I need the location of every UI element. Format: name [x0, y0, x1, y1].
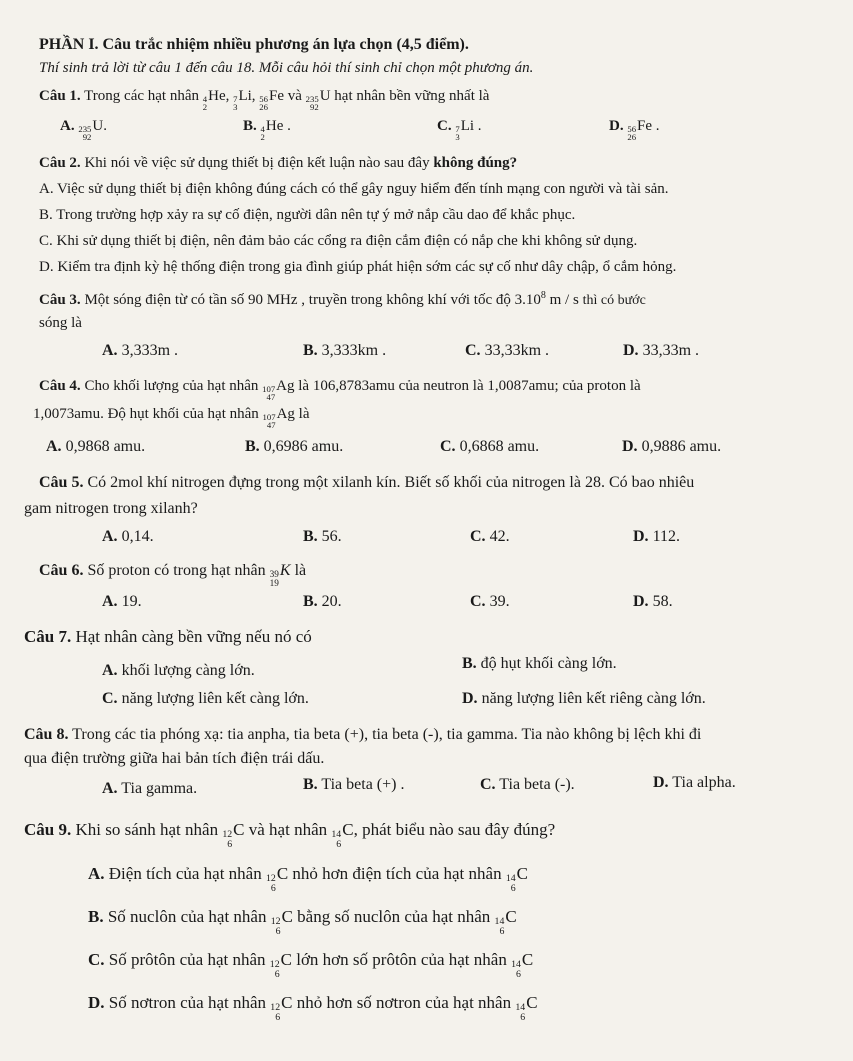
- q4-option-d[interactable]: D. 0,9886 amu.: [622, 438, 722, 455]
- q1-option-a[interactable]: A. 235 92 U.: [60, 118, 107, 143]
- q1-option-b[interactable]: B. 4 2 He .: [243, 118, 291, 143]
- q8-option-c[interactable]: C. Tia beta (-).: [480, 776, 575, 793]
- question-5-cont: gam nitrogen trong xilanh?: [24, 500, 198, 517]
- question-9: Câu 9. Khi so sánh hạt nhân 12 6 C và hạt nhân 14 6 C, phát biểu nào sau đây đúng?: [24, 820, 556, 850]
- q6-option-d[interactable]: D. 58.: [633, 593, 673, 610]
- nuclide-u: 235 92 U: [305, 88, 331, 113]
- question-3-cont: sóng là: [39, 315, 82, 331]
- q4-option-c[interactable]: C. 0,6868 amu.: [440, 438, 540, 455]
- q3-option-a[interactable]: A. 3,333m .: [102, 342, 179, 359]
- question-5: Câu 5. Có 2mol khí nitrogen đựng trong một xilanh kín. Biết số khối của nitrogen là 28. Có bao nhiêu: [39, 474, 695, 491]
- nuclide-ag: 107 47 Ag: [262, 378, 295, 403]
- q2-option-d[interactable]: D. Kiểm tra định kỳ hệ thống điện trong gia đình giúp phát hiện sớm các sự cố như dây chập, ổ cắm hỏng.: [39, 259, 677, 275]
- q1-option-d[interactable]: D. 56 26 Fe .: [609, 118, 660, 143]
- q7-option-a[interactable]: A. khối lượng càng lớn.: [102, 662, 255, 679]
- nuclide-c14: 14 6 C: [331, 820, 354, 850]
- q9-option-b[interactable]: B. Số nuclôn của hạt nhân 12 6 C bằng số nuclôn của hạt nhân 14 6 C: [88, 907, 517, 937]
- q5-option-d[interactable]: D. 112.: [633, 528, 680, 545]
- question-1: Câu 1. Trong các hạt nhân 4 2 He, 7 3 Li, 56 26 Fe và 235 92 U hạt nhân bền vững nhất là: [39, 88, 490, 113]
- q3-option-b[interactable]: B. 3,333km .: [303, 342, 387, 359]
- q7-option-c[interactable]: C. năng lượng liên kết càng lớn.: [102, 690, 309, 707]
- nuclide-he: 4 2 He: [202, 88, 226, 113]
- question-8: Câu 8. Trong các tia phóng xạ: tia anpha, tia beta (+), tia beta (-), tia gamma. Tia nào không bị lệch khi đi: [24, 726, 702, 743]
- question-6: Câu 6. Số proton có trong hạt nhân 39 19 K là: [39, 562, 307, 590]
- q6-option-b[interactable]: B. 20.: [303, 593, 342, 610]
- q7-option-b[interactable]: B. độ hụt khối càng lớn.: [462, 655, 617, 672]
- q2-option-b[interactable]: B. Trong trường hợp xảy ra sự cố điện, người dân nên tự ý mở nắp cầu dao để khắc phục.: [39, 207, 576, 223]
- q8-option-d[interactable]: D. Tia alpha.: [653, 774, 736, 791]
- question-4-cont: 1,0073amu. Độ hụt khối của hạt nhân 107 47 Ag là: [33, 406, 310, 431]
- q8-option-b[interactable]: B. Tia beta (+) .: [303, 776, 405, 793]
- q5-option-a[interactable]: A. 0,14.: [102, 528, 154, 545]
- q6-option-c[interactable]: C. 39.: [470, 593, 510, 610]
- q1-option-c[interactable]: C. 7 3 Li .: [437, 118, 482, 143]
- q6-option-a[interactable]: A. 19.: [102, 593, 142, 610]
- part-title: PHẦN I. Câu trắc nhiệm nhiều phương án lựa chọn (4,5 điểm).: [39, 36, 469, 53]
- nuclide-c12: 12 6 C: [222, 820, 245, 850]
- q5-option-c[interactable]: C. 42.: [470, 528, 510, 545]
- speed-value: 3.10$^8$ m / s: [514, 290, 579, 308]
- q8-option-a[interactable]: A. Tia gamma.: [102, 780, 198, 797]
- question-label: Câu 1.: [39, 88, 81, 104]
- q9-option-a[interactable]: A. Điện tích của hạt nhân 12 6 C nhỏ hơn điện tích của hạt nhân 14 6 C: [88, 864, 529, 894]
- question-8-cont: qua điện trường giữa hai bản tích điện trái dấu.: [24, 750, 325, 767]
- q2-option-a[interactable]: A. Việc sử dụng thiết bị điện không đúng cách có thể gây nguy hiểm đến tính mạng con người và tài sản.: [39, 181, 669, 197]
- question-2: Câu 2. Khi nói về việc sử dụng thiết bị điện kết luận nào sau đây không đúng?: [39, 155, 518, 171]
- q4-option-b[interactable]: B. 0,6986 amu.: [245, 438, 344, 455]
- part-instruction: Thí sinh trả lời từ câu 1 đến câu 18. Mỗi câu hỏi thí sinh chỉ chọn một phương án.: [39, 60, 534, 76]
- question-7: Câu 7. Hạt nhân càng bền vững nếu nó có: [24, 627, 312, 646]
- q3-option-c[interactable]: C. 33,33km .: [465, 342, 550, 359]
- q4-option-a[interactable]: A. 0,9868 amu.: [46, 438, 146, 455]
- nuclide-k: 39 19 K: [269, 562, 291, 590]
- nuclide-li: 7 3 Li: [233, 88, 252, 113]
- q2-option-c[interactable]: C. Khi sử dụng thiết bị điện, nên đảm bảo các cổng ra điện cắm điện có nắp che khi không sử dụng.: [39, 233, 638, 249]
- q5-option-b[interactable]: B. 56.: [303, 528, 342, 545]
- q7-option-d[interactable]: D. năng lượng liên kết riêng càng lớn.: [462, 690, 706, 707]
- nuclide-fe: 56 26 Fe: [259, 88, 284, 113]
- q9-option-d[interactable]: D. Số nơtron của hạt nhân 12 6 C nhỏ hơn số nơtron của hạt nhân 14 6 C: [88, 993, 538, 1023]
- question-3: Câu 3. Một sóng điện từ có tần số 90 MHz , truyền trong không khí với tốc độ 3.10$^8$ m / s thì có bước: [39, 290, 646, 308]
- q3-option-d[interactable]: D. 33,33m .: [623, 342, 700, 359]
- q9-option-c[interactable]: C. Số prôtôn của hạt nhân 12 6 C lớn hơn số prôtôn của hạt nhân 14 6 C: [88, 950, 534, 980]
- question-4: Câu 4. Cho khối lượng của hạt nhân 107 47 Ag là 106,8783amu của neutron là 1,0087amu; của proton là: [39, 378, 641, 403]
